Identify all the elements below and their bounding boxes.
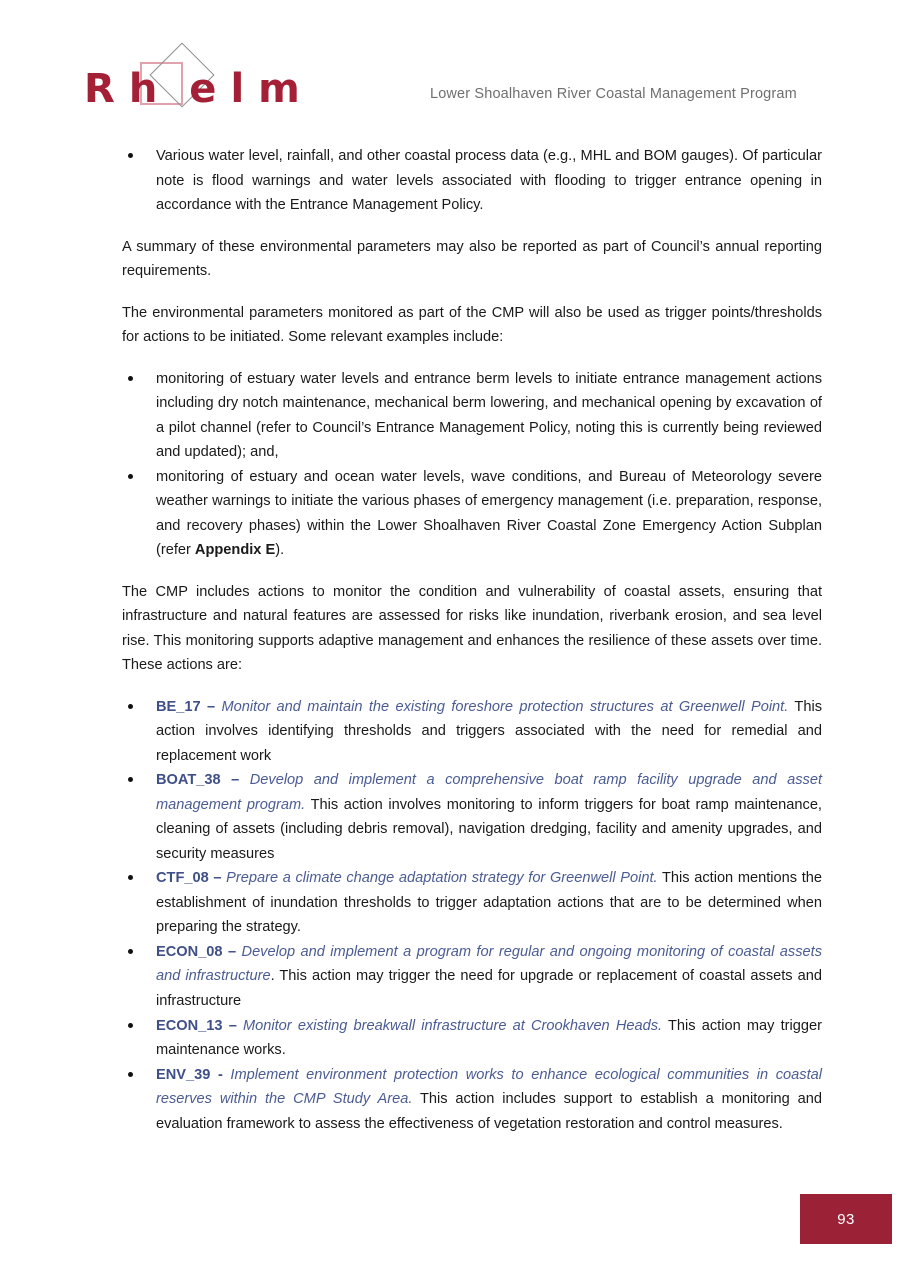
paragraph-cmp-actions-intro: The CMP includes actions to monitor the condition and vulnerability of coastal assets, ensuring that infrastructure and natural features are assessed for risks like inundation, riverbank erosion, and sea level rise. This monitoring supports adaptive management and enhances the resilience of these assets over time. These actions are: [122, 583, 822, 674]
paragraph-trigger-points: The environmental parameters monitored as part of the CMP will also be used as trigger points/thresholds for actions to be initiated. Some relevant examples include: [122, 304, 822, 346]
action-body: . This action may trigger the need for upgrade or replacement of coastal assets and infrastructure [156, 968, 822, 1009]
action-code: ENV_39 [156, 1066, 211, 1083]
action-dash: - [210, 1066, 231, 1083]
rhelm-logo [84, 52, 344, 122]
list-item-lead: monitoring of estuary and ocean water levels, wave conditions, and Bureau of Meteorology severe weather warnings to initiate the various phases of emergency management (i.e. preparation, response, and recovery phases) within the Lower Shoalhaven River Coastal Zone Emergency Action Subplan (refer [156, 468, 822, 559]
list-item [122, 866, 822, 940]
action-dash: – [222, 943, 242, 960]
action-code: CTF_08 [156, 870, 209, 887]
action-description: Develop and implement a program for regular and ongoing monitoring of coastal assets and infrastructure [156, 943, 822, 985]
action-code: ECON_13 [156, 1017, 223, 1034]
action-code: BOAT_38 [156, 772, 221, 789]
action-description: Prepare a climate change adaptation strategy for Greenwell Point. [226, 870, 658, 887]
action-description: Monitor existing breakwall infrastructure at Crookhaven Heads. [242, 1017, 663, 1034]
action-description: Implement environment protection works to enhance ecological communities in coastal reserves within the CMP Study Area. [156, 1066, 822, 1108]
list-item-tail: ). [275, 542, 285, 559]
logo-letter-m: m [258, 66, 301, 112]
list-item [122, 1063, 822, 1137]
paragraph-summary: A summary of these environmental parameters may also be reported as part of Council’s annual reporting requirements. [122, 238, 822, 280]
logo-letter-h: h [128, 66, 159, 112]
list-item [122, 695, 822, 769]
bullet-list-examples [122, 367, 822, 563]
list-item: Various water level, rainfall, and other coastal process data (e.g., MHL and BOM gauges). Of particular note is flood warnings and water levels associated with flooding to trigger entrance opening in accordance with the Entrance Management Policy. [122, 144, 822, 218]
page-number-badge [800, 1194, 892, 1244]
logo-letter-l: l [230, 66, 246, 112]
action-code: BE_17 [156, 698, 201, 715]
action-description: Monitor and maintain the existing foreshore protection structures at Greenwell Point. [221, 698, 789, 715]
action-dash: – [208, 870, 227, 887]
action-dash: – [220, 772, 250, 789]
logo-letter-r: R [84, 66, 116, 112]
action-body: This action involves identifying thresholds and triggers associated with the need for remedial and replacement work [156, 698, 822, 764]
logo-wordmark [84, 66, 301, 112]
action-body: This action mentions the establishment of inundation thresholds to trigger adaptation actions that are to be determined when preparing the strategy. [156, 870, 822, 936]
action-code: ECON_08 [156, 943, 223, 960]
list-item: monitoring of estuary water levels and entrance berm levels to initiate entrance management actions including dry notch maintenance, mechanical berm lowering, and mechanical opening by excavation of a pilot channel (refer to Council’s Entrance Management Policy, noting this is currently being reviewed and updated); and, [122, 367, 822, 465]
page-number: 93 [837, 1210, 855, 1228]
document-header-title: Lower Shoalhaven River Coastal Management Program [430, 86, 797, 102]
action-description: Develop and implement a comprehensive boat ramp facility upgrade and asset management program. [156, 772, 823, 813]
list-item [122, 768, 822, 866]
document-body [122, 144, 822, 1153]
logo-letter-e: e [189, 66, 218, 112]
action-body: This action may trigger maintenance works. [156, 1017, 822, 1059]
list-item [122, 1014, 822, 1063]
action-body: This action includes support to establish a monitoring and evaluation framework to assess the effectiveness of vegetation restoration and control measures. [156, 1091, 822, 1132]
bullet-list-data-sources [122, 144, 822, 218]
list-item [122, 940, 822, 1014]
appendix-reference: Appendix E [194, 542, 276, 559]
action-dash: – [222, 1017, 243, 1034]
list-item [122, 465, 822, 563]
action-body: This action involves monitoring to inform triggers for boat ramp maintenance, cleaning of assets (including debris removal), navigation dredging, facility and amenity upgrades, and security measures [156, 796, 822, 862]
action-dash: – [200, 698, 222, 715]
bullet-list-actions [122, 695, 822, 1136]
